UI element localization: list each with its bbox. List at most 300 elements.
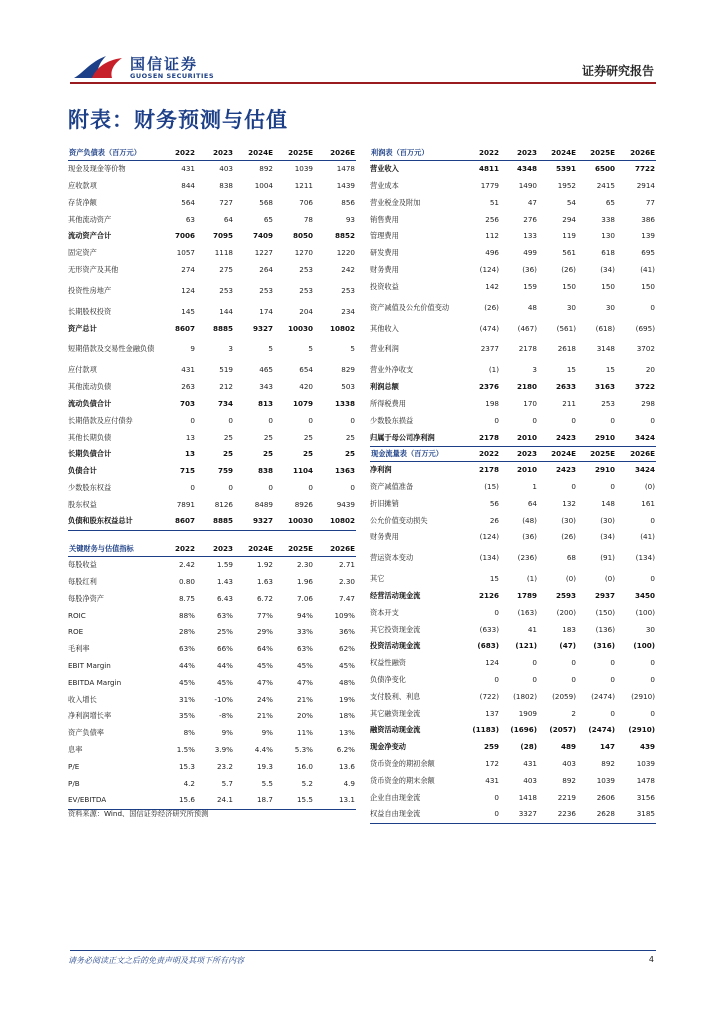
cash-flow-row	[370, 546, 656, 571]
cash-flow-row	[370, 638, 656, 655]
row-value: (26)	[484, 302, 499, 312]
row-value: 1.5%	[176, 744, 195, 754]
row-value: 3	[532, 365, 537, 375]
row-value: 144	[219, 306, 233, 316]
row-value: 253	[259, 285, 273, 295]
row-value: 3156	[636, 792, 655, 802]
row-value: 1039	[596, 775, 615, 785]
row-value: 15.5	[274, 792, 314, 809]
row-value: 338	[601, 214, 615, 224]
row-value: 829	[341, 365, 355, 375]
row-label: 长期借款及应付债券	[68, 415, 133, 425]
row-value: 47%	[257, 677, 273, 687]
row-value: 403	[523, 775, 537, 785]
row-label: EV/EBITDA	[68, 792, 158, 809]
row-value: 9%	[221, 728, 233, 738]
row-value: 24%	[257, 694, 273, 704]
row-value: 16.0	[296, 761, 313, 771]
row-value: 8607	[158, 513, 196, 530]
row-value: 150	[601, 281, 615, 291]
row-label: 资产总计	[68, 323, 97, 333]
row-label: 流动负债合计	[68, 398, 112, 408]
row-label: ROE	[68, 627, 84, 637]
row-value: 30	[566, 302, 576, 312]
row-value: 161	[641, 498, 655, 508]
row-value: 0	[610, 708, 615, 718]
row-value: 25	[222, 449, 233, 459]
row-value: 19.3	[256, 761, 273, 771]
row-value: (30)	[600, 515, 615, 525]
row-value: 489	[560, 742, 576, 752]
row-label: 收入增长	[68, 694, 97, 704]
row-value: 5.3%	[294, 744, 313, 754]
row-value: 25	[303, 432, 313, 442]
row-value: 33%	[297, 627, 313, 637]
row-value: 2376	[478, 382, 499, 392]
row-label: EBITDA Margin	[68, 677, 122, 687]
row-value: 0	[650, 302, 655, 312]
row-value: 0	[610, 658, 615, 668]
row-value: 0	[610, 415, 615, 425]
row-value: 0	[610, 482, 615, 492]
row-value: 4811	[478, 164, 499, 174]
balance-sheet-table	[68, 144, 356, 531]
year-header: 2025E	[577, 447, 616, 462]
row-value: 2.30	[338, 576, 355, 586]
row-value: (722)	[479, 691, 499, 701]
row-value: 2	[571, 708, 576, 718]
row-value: 2180	[516, 382, 537, 392]
row-value: 7409	[252, 231, 273, 241]
row-value: 20%	[297, 711, 313, 721]
row-label: P/E	[68, 761, 80, 771]
row-value: 18%	[339, 711, 355, 721]
row-value: 8607	[174, 323, 195, 333]
row-label: 负债合计	[68, 466, 97, 476]
row-value: 695	[641, 248, 655, 258]
row-value: 564	[181, 197, 195, 207]
row-value: 13.1	[314, 792, 356, 809]
row-value: 496	[485, 248, 499, 258]
row-value: 19%	[339, 694, 355, 704]
row-label: 固定资产	[68, 248, 97, 258]
row-value: 3424	[634, 465, 655, 475]
row-value: 1478	[636, 775, 655, 785]
row-value: 0	[610, 675, 615, 685]
row-value: 2423	[538, 429, 577, 446]
income-statement-title: 利润表（百万元）	[370, 144, 462, 161]
row-value: 2.42	[178, 560, 195, 570]
balance-sheet-row	[68, 228, 356, 245]
row-value: (26)	[561, 532, 576, 542]
row-value: 276	[523, 214, 537, 224]
row-value: 561	[562, 248, 576, 258]
row-value: 256	[485, 214, 499, 224]
row-value: (474)	[479, 323, 499, 333]
row-label: 无形资产及其他	[68, 264, 119, 274]
row-value: 2633	[555, 382, 576, 392]
row-value: 13.6	[338, 761, 355, 771]
row-label: 融资活动现金流	[370, 725, 421, 735]
row-value: 1.59	[216, 560, 233, 570]
row-value: (100)	[633, 641, 655, 651]
row-value: (633)	[479, 624, 499, 634]
row-value: 0	[650, 574, 655, 584]
disclaimer-text: 请务必阅读正文之后的免责声明及其项下所有内容	[68, 956, 244, 965]
row-value: 4.2	[183, 778, 195, 788]
row-value: (36)	[522, 532, 537, 542]
row-value: 150	[641, 281, 655, 291]
row-value: 242	[341, 264, 355, 274]
row-label: 投资收益	[370, 281, 399, 291]
income-statement-row	[370, 362, 656, 379]
key-metrics-row	[68, 591, 356, 608]
income-statement-row	[370, 211, 656, 228]
row-value: 503	[341, 382, 355, 392]
row-value: 3424	[616, 429, 656, 446]
row-value: 112	[485, 231, 499, 241]
row-value: 1909	[518, 708, 537, 718]
row-value: 133	[523, 231, 537, 241]
key-metrics-row	[68, 708, 356, 725]
row-value: 439	[639, 742, 655, 752]
row-value: 892	[601, 759, 615, 769]
balance-sheet-row	[68, 279, 356, 304]
row-value: 23.2	[216, 761, 233, 771]
row-value: 734	[217, 398, 233, 408]
row-value: 2010	[500, 429, 538, 446]
row-label: 应付款项	[68, 365, 97, 375]
row-value: 45%	[339, 660, 355, 670]
key-metrics-row	[68, 775, 356, 792]
row-value: 1.63	[256, 576, 273, 586]
guosen-logo-icon	[72, 52, 124, 82]
row-value: 1270	[294, 248, 313, 258]
balance-sheet-row	[68, 480, 356, 497]
year-header: 2023	[196, 144, 234, 161]
row-value: 1.43	[216, 576, 233, 586]
balance-sheet-row	[68, 463, 356, 480]
row-value: 2377	[480, 344, 499, 354]
row-value: 198	[485, 398, 499, 408]
row-label: 存货净额	[68, 197, 97, 207]
key-metrics-row	[68, 574, 356, 591]
key-metrics-row	[68, 792, 356, 809]
row-value: 139	[641, 231, 655, 241]
row-value: (1696)	[510, 725, 537, 735]
key-metrics-row	[68, 658, 356, 675]
row-value: 54	[566, 197, 576, 207]
row-value: 294	[562, 214, 576, 224]
balance-sheet-row	[68, 195, 356, 212]
row-value: 5.7	[221, 778, 233, 788]
cash-flow-row	[370, 706, 656, 723]
row-value: (134)	[635, 553, 655, 563]
page-header	[0, 0, 724, 90]
row-label: 净利润增长率	[68, 711, 112, 721]
row-value: 2178	[478, 465, 499, 475]
row-value: 0	[650, 675, 655, 685]
footer-divider	[70, 950, 656, 951]
balance-sheet-row	[68, 262, 356, 279]
row-value: 56	[489, 498, 499, 508]
row-value: 25	[223, 432, 233, 442]
row-value: (0)	[644, 482, 655, 492]
row-value: 2910	[594, 465, 615, 475]
year-header: 2024E	[538, 144, 577, 161]
row-value: 263	[181, 382, 195, 392]
row-value: 15	[605, 365, 615, 375]
row-value: 44%	[179, 660, 195, 670]
row-value: 36%	[339, 627, 355, 637]
row-value: 2178	[518, 344, 537, 354]
row-value: 8885	[212, 323, 233, 333]
income-statement-row	[370, 379, 656, 396]
row-value: 3185	[616, 806, 656, 823]
row-value: 2126	[478, 591, 499, 601]
row-value: (2910)	[628, 725, 655, 735]
key-metrics-row	[68, 691, 356, 708]
row-value: 7006	[174, 231, 195, 241]
row-value: 253	[341, 285, 355, 295]
row-value: (683)	[477, 641, 499, 651]
row-label: 权益自由现金流	[370, 806, 462, 823]
key-metrics-row	[68, 725, 356, 742]
row-value: 88%	[179, 610, 195, 620]
row-value: 41	[527, 624, 537, 634]
row-value: 15.6	[158, 792, 196, 809]
income-statement-row	[370, 262, 656, 279]
row-value: 68	[566, 553, 576, 563]
row-value: 1418	[518, 792, 537, 802]
row-label: 货币资金的期末余额	[370, 775, 435, 785]
cash-flow-row	[370, 605, 656, 622]
row-value: 47	[527, 197, 537, 207]
row-value: 63%	[179, 644, 195, 654]
row-value: 1490	[518, 180, 537, 190]
row-value: 2628	[577, 806, 616, 823]
row-label: 营业收入	[370, 164, 399, 174]
row-value: 0	[308, 415, 313, 425]
row-value: (34)	[600, 264, 615, 274]
row-value: 31%	[179, 694, 195, 704]
row-value: 568	[259, 197, 273, 207]
row-value: (200)	[556, 607, 576, 617]
key-metrics-table	[68, 540, 356, 810]
row-value: 275	[219, 264, 233, 274]
row-value: 8885	[196, 513, 234, 530]
cash-flow-row	[370, 479, 656, 496]
year-header: 2026E	[314, 144, 356, 161]
row-label: 少数股东损益	[370, 415, 414, 425]
row-value: 15	[566, 365, 576, 375]
row-value: 3702	[636, 344, 655, 354]
row-value: 813	[257, 398, 273, 408]
row-value: 3327	[500, 806, 538, 823]
row-value: (47)	[559, 641, 576, 651]
row-value: 1039	[636, 759, 655, 769]
row-label: 资产负债率	[68, 728, 104, 738]
cash-flow-row	[370, 462, 656, 479]
row-value: 0	[532, 675, 537, 685]
income-statement-row	[370, 429, 656, 446]
income-statement-row	[370, 320, 656, 337]
row-value: 9%	[261, 728, 273, 738]
balance-sheet-header-row	[68, 144, 356, 161]
row-value: 1079	[292, 398, 313, 408]
row-value: 183	[562, 624, 576, 634]
row-value: 4.4%	[254, 744, 273, 754]
row-value: 2593	[555, 591, 576, 601]
row-label: 负债净变化	[370, 675, 406, 685]
page-title: 附表：财务预测与估值	[68, 108, 288, 132]
cash-flow-row	[370, 756, 656, 773]
row-value: 0	[571, 658, 576, 668]
row-value: 0	[190, 415, 195, 425]
row-value: 77%	[257, 610, 273, 620]
row-value: 4.9	[343, 778, 355, 788]
row-value: 343	[259, 382, 273, 392]
row-label: 现金及现金等价物	[68, 164, 126, 174]
row-label: 其它	[370, 574, 385, 584]
row-value: 6500	[594, 164, 615, 174]
row-label: 应收款项	[68, 180, 97, 190]
row-value: 3	[228, 344, 233, 354]
row-label: 其他流动资产	[68, 214, 112, 224]
year-header: 2024E	[234, 144, 274, 161]
cash-flow-row	[370, 571, 656, 588]
row-value: 2415	[596, 180, 615, 190]
row-value: 109%	[334, 610, 355, 620]
row-value: 3722	[634, 382, 655, 392]
row-value: 21%	[257, 711, 273, 721]
row-value: 9	[190, 344, 195, 354]
balance-sheet-row	[68, 413, 356, 430]
row-label: 企业自由现金流	[370, 792, 421, 802]
row-label: 权益性融资	[370, 658, 406, 668]
row-value: 35%	[179, 711, 195, 721]
row-value: 3.9%	[214, 744, 233, 754]
row-value: 1439	[336, 180, 355, 190]
row-value: 1057	[176, 248, 195, 258]
row-value: 28%	[179, 627, 195, 637]
row-value: 11%	[297, 728, 313, 738]
row-label: 折旧摊销	[370, 498, 399, 508]
row-value: 142	[485, 281, 499, 291]
row-value: (1)	[488, 365, 499, 375]
row-value: 24.1	[196, 792, 234, 809]
row-value: (2474)	[591, 691, 615, 701]
row-value: 1952	[557, 180, 576, 190]
row-value: (1)	[526, 574, 537, 584]
row-value: 7.06	[296, 593, 313, 603]
income-statement-header-row	[370, 144, 656, 161]
row-value: 0	[462, 806, 500, 823]
cash-flow-row	[370, 790, 656, 807]
balance-sheet-title: 资产负债表（百万元）	[68, 144, 158, 161]
row-label: 短期借款及交易性金融负债	[68, 344, 155, 354]
row-value: 10802	[314, 513, 356, 530]
key-metrics-title: 关键财务与估值指标	[68, 540, 158, 557]
row-value: 0	[228, 415, 233, 425]
row-value: 63%	[217, 610, 233, 620]
row-value: 204	[299, 306, 313, 316]
row-value: 8852	[334, 231, 355, 241]
row-value: 0	[190, 482, 195, 492]
row-value: 25	[263, 432, 273, 442]
row-label: 研发费用	[370, 248, 399, 258]
row-value: 30	[605, 302, 615, 312]
row-value: 0	[650, 708, 655, 718]
row-value: 145	[181, 306, 195, 316]
row-value: 25	[262, 449, 273, 459]
row-value: 264	[259, 264, 273, 274]
row-value: (100)	[635, 607, 655, 617]
row-value: 0	[650, 658, 655, 668]
row-value: 78	[303, 214, 313, 224]
row-value: (0)	[565, 574, 576, 584]
row-value: 174	[259, 306, 273, 316]
income-statement-row	[370, 279, 656, 296]
row-value: 10030	[287, 323, 313, 333]
balance-sheet-row	[68, 362, 356, 379]
row-value: -10%	[214, 694, 233, 704]
row-value: 62%	[339, 644, 355, 654]
row-value: 0	[532, 658, 537, 668]
row-label: 归属于母公司净利润	[370, 429, 462, 446]
row-value: (91)	[600, 553, 615, 563]
row-value: 1789	[516, 591, 537, 601]
row-value: 3148	[596, 344, 615, 354]
row-label: 每股净资产	[68, 593, 104, 603]
row-value: 2219	[557, 792, 576, 802]
row-value: 25	[344, 449, 355, 459]
row-value: 654	[299, 365, 313, 375]
row-value: 0	[494, 607, 499, 617]
brand-name-en: GUOSEN SECURITIES	[130, 72, 215, 80]
row-value: (26)	[561, 264, 576, 274]
row-value: 63%	[297, 644, 313, 654]
row-label: 其它融资现金流	[370, 708, 421, 718]
row-value: 64	[223, 214, 233, 224]
row-value: 403	[219, 164, 233, 174]
row-value: (124)	[479, 532, 499, 542]
key-metrics-row	[68, 641, 356, 658]
income-statement-row	[370, 396, 656, 413]
row-value: 64%	[257, 644, 273, 654]
row-value: 119	[562, 231, 576, 241]
balance-sheet-row	[68, 245, 356, 262]
balance-sheet-row	[68, 446, 356, 463]
row-value: 703	[179, 398, 195, 408]
row-value: 5.2	[301, 778, 313, 788]
row-value: 77	[645, 197, 655, 207]
row-label: 毛利率	[68, 644, 90, 654]
row-value: 0	[571, 675, 576, 685]
row-value: 1211	[294, 180, 313, 190]
cash-flow-row	[370, 496, 656, 513]
balance-sheet-row	[68, 178, 356, 195]
row-value: 0.80	[178, 576, 195, 586]
row-value: 2606	[596, 792, 615, 802]
row-value: 13	[184, 449, 195, 459]
cash-flow-row	[370, 773, 656, 790]
row-value: 5.5	[261, 778, 273, 788]
row-value: 253	[219, 285, 233, 295]
row-value: 48	[527, 302, 537, 312]
row-value: 25%	[217, 627, 233, 637]
balance-sheet-row	[68, 304, 356, 321]
